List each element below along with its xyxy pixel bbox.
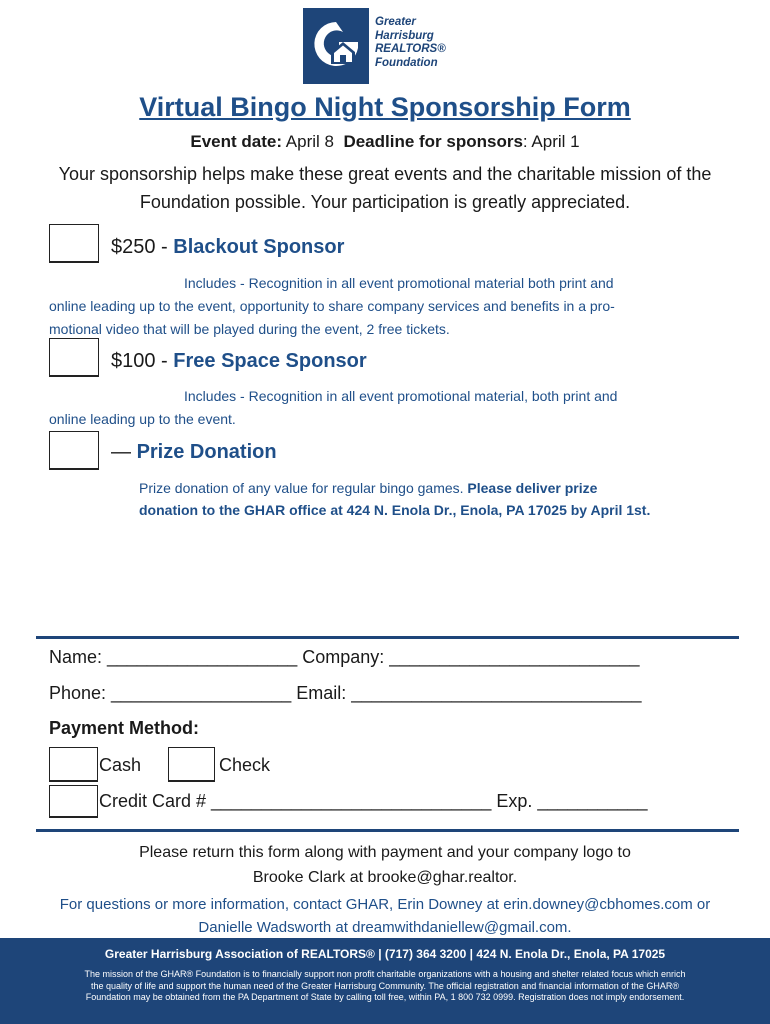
blackout-price: $250 - [111,236,174,258]
free-space-description [49,385,759,431]
payment-method-title: Payment Method: [49,718,200,738]
free-space-desc-line: Includes - Recognition in all event promotional material, both print and [184,388,618,404]
footer [0,938,770,1024]
free-space-name: Free Space Sponsor [173,350,367,372]
footer-address: Greater Harrisburg Association of REALTORS® | (717) 364 3200 | 424 N. Enola Dr., Enola, PA 17025 [104,947,666,961]
event-date-label: Event date: [190,132,282,151]
deadline-label: Deadline for sponsors [343,132,523,151]
return-line: Please return this form along with payment and your company logo to [139,844,631,861]
blackout-sponsor-checkbox[interactable] [49,224,99,263]
name-field[interactable]: Name: ___________________ [49,647,303,667]
section-divider [36,829,739,832]
footer-disclaimer-line: Foundation may be obtained from the PA Department of State by calling toll free, within PA, 1 800 732 0999. Registration does not imply endorsement. [85,992,685,1002]
page-title: Virtual Bingo Night Sponsorship Form [139,92,631,122]
return-instructions [0,840,770,890]
prize-description [139,477,739,521]
name-company-row [49,647,640,668]
check-label: Check [219,755,271,775]
prize-desc-plain: Prize donation of any value for regular bingo games. [139,480,468,496]
footer-disclaimer-line: The mission of the GHAR® Foundation is to financially support non profit charitable organizations with a housing and shelter related focus which enrich [84,969,686,979]
blackout-description [49,272,759,341]
footer-disclaimer-line: the quality of life and support the human need of the Greater Harrisburg Community. The official registration and financial information of the GHAR® [91,980,679,991]
intro-text: Your sponsorship helps make these great events and the charitable mission of the Foundation possible. Your participation is greatly appreciated. [58,164,712,212]
prize-name: Prize Donation [136,441,277,463]
check-checkbox[interactable] [168,747,215,782]
logo-line: REALTORS® [375,43,446,55]
phone-field[interactable]: Phone: __________________ [49,683,297,703]
prize-desc-bold: donation to the GHAR office at 424 N. Enola Dr., Enola, PA 17025 by April 1st. [139,502,651,518]
blackout-desc-line: motional video that will be played during the event, 2 free tickets. [49,321,450,337]
free-space-price: $100 - [111,350,174,372]
logo-mark-icon [303,8,369,84]
blackout-sponsor-heading [111,236,344,259]
event-info [0,132,770,152]
free-space-desc-line: online leading up to the event. [49,411,236,427]
logo-line: Harrisburg [375,29,434,42]
email-field[interactable]: Email: _____________________________ [296,683,642,703]
prize-desc-bold: Please deliver prize [467,480,598,496]
contact-line: Danielle Wadsworth at dreamwithdaniellew@gmail.com. [198,919,572,936]
free-space-sponsor-checkbox[interactable] [49,338,99,377]
credit-card-field[interactable]: Credit Card # ____________________________ Exp. ___________ [99,791,648,811]
prize-donation-checkbox[interactable] [49,431,99,470]
free-space-sponsor-heading [111,350,367,373]
cash-checkbox[interactable] [49,747,98,782]
contact-line: For questions or more information, contact GHAR, Erin Downey at erin.downey@cbhomes.com or [59,896,711,913]
blackout-name: Blackout Sponsor [173,236,345,258]
logo-wordmark [375,16,446,70]
cash-label: Cash [99,755,142,775]
blackout-desc-line: Includes - Recognition in all event promotional material both print and [184,275,614,291]
phone-email-row [49,683,642,704]
ghar-foundation-logo [303,8,459,84]
prize-dash: — [111,441,137,463]
logo-line: Foundation [375,56,438,69]
event-date-value: April 8 [282,132,334,151]
section-divider [36,636,739,639]
logo-line: Greater [375,16,416,28]
credit-card-checkbox[interactable] [49,785,98,818]
contact-info [20,893,750,939]
prize-donation-heading [111,441,277,464]
footer-disclaimer [20,969,750,1004]
company-field[interactable]: Company: _________________________ [302,647,640,667]
blackout-desc-line: online leading up to the event, opportunity to share company services and benefits in a pro- [49,298,615,314]
return-line: Brooke Clark at brooke@ghar.realtor. [252,869,518,886]
deadline-value: : April 1 [522,132,580,151]
